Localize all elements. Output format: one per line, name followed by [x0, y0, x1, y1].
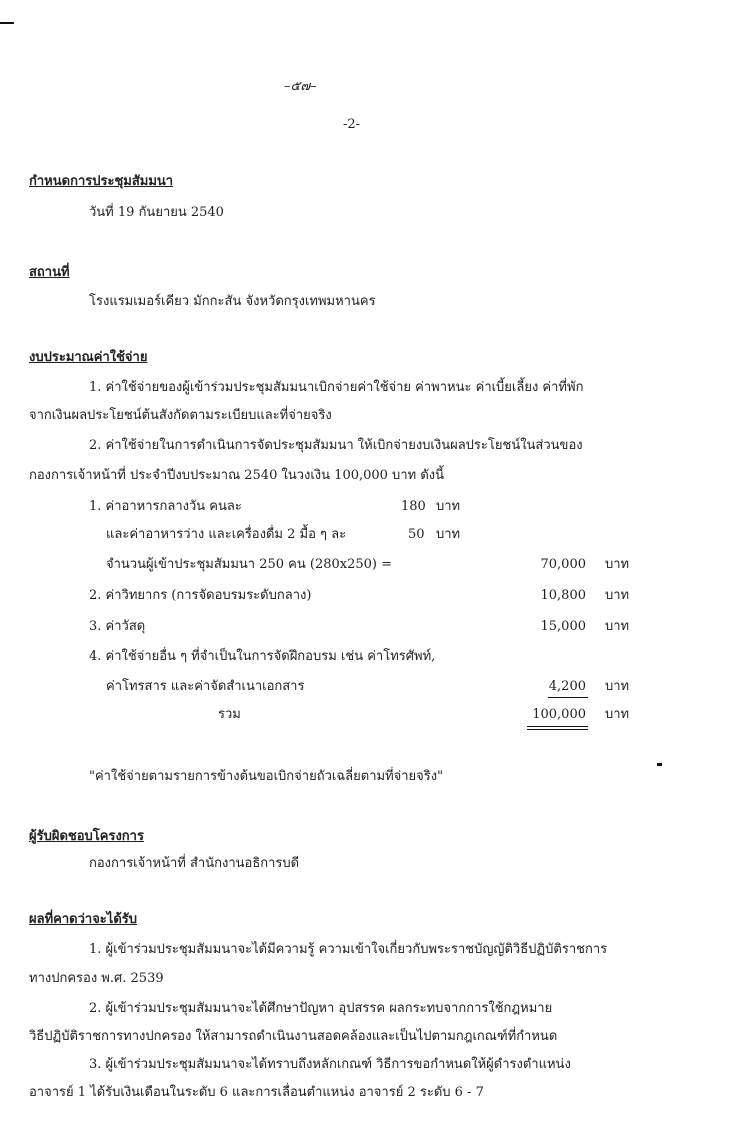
budget-total-amount: 100,000: [532, 707, 586, 722]
budget-item-unit: บาท: [605, 588, 630, 603]
budget-item-rate: 50: [408, 527, 425, 542]
budget-item-unit: บาท: [605, 557, 630, 572]
budget-item-line: จำนวนผู้เข้าประชุมสัมมนา 250 คน (280x250) =: [106, 557, 393, 572]
schedule-date: วันที่ 19 กันยายน 2540: [89, 205, 224, 220]
budget-paragraph-1-line-2: จากเงินผลประโยชน์ต้นสังกัดตามระเบียบและที่จ่ายจริง: [29, 408, 332, 423]
total-double-rule-top: [527, 726, 588, 727]
budget-total-label: รวม: [218, 707, 241, 722]
budget-item-line: และค่าอาหารว่าง และเครื่องดื่ม 2 มื้อ ๆ ละ: [106, 527, 347, 542]
outcome-3-line-1: 3. ผู้เข้าร่วมประชุมสัมมนาจะได้ทราบถึงหลักเกณฑ์ วิธีการขอกำหนดให้ผู้ดำรงตำแหน่ง: [89, 1057, 571, 1072]
budget-paragraph-2-line-2: กองการเจ้าหน้าที่ ประจำปีงบประมาณ 2540 ในวงเงิน 100,000 บาท ดังนี้: [29, 468, 444, 483]
budget-item-amount: 70,000: [540, 557, 586, 572]
budget-paragraph-1-line-1: 1. ค่าใช้จ่ายของผู้เข้าร่วมประชุมสัมมนาเบิกจ่ายค่าใช้จ่าย ค่าพาหนะ ค่าเบี้ยเลี้ยง ค่าที่พัก: [89, 380, 584, 395]
outcome-3-line-2: อาจารย์ 1 ได้รับเงินเดือนในระดับ 6 และการเลื่อนตำแหน่ง อาจารย์ 2 ระดับ 6 - 7: [29, 1085, 484, 1100]
outcome-1-line-1: 1. ผู้เข้าร่วมประชุมสัมมนาจะได้มีความรู้ ความเข้าใจเกี่ยวกับพระราชบัญญัติวิธีปฏิบัติราชการ: [89, 942, 608, 957]
handwritten-page-number: –๕๗–: [284, 79, 317, 94]
budget-item-rate: 180: [401, 499, 426, 514]
budget-heading: งบประมาณค่าใช้จ่าย: [29, 350, 148, 365]
schedule-heading: กำหนดการประชุมสัมมนา: [29, 174, 174, 189]
budget-item-rate-unit: บาท: [436, 527, 461, 542]
budget-item-unit: บาท: [605, 619, 630, 634]
total-double-rule-bottom: [527, 729, 588, 730]
subtotal-rule: [548, 697, 588, 698]
budget-item-amount: 4,200: [548, 679, 586, 694]
outcome-1-line-2: ทางปกครอง พ.ศ. 2539: [29, 971, 164, 986]
budget-item-unit: บาท: [605, 679, 630, 694]
venue-heading: สถานที่: [29, 265, 70, 280]
scan-edge-mark: [0, 22, 14, 24]
budget-item-rate-unit: บาท: [436, 499, 461, 514]
page-number: -2-: [343, 117, 361, 132]
budget-paragraph-2-line-1: 2. ค่าใช้จ่ายในการดำเนินการจัดประชุมสัมมนา ให้เบิกจ่ายงบเงินผลประโยชน์ในส่วนของ: [89, 438, 583, 453]
budget-total-unit: บาท: [605, 707, 630, 722]
budget-item-line: 4. ค่าใช้จ่ายอื่น ๆ ที่จำเป็นในการจัดฝึกอบรม เช่น ค่าโทรศัพท์,: [89, 649, 436, 664]
budget-item-line: ค่าโทรสาร และค่าจัดสำเนาเอกสาร: [106, 679, 305, 694]
scan-speck: [657, 763, 662, 766]
budget-item-line: 3. ค่าวัสดุ: [89, 619, 146, 634]
budget-note: "ค่าใช้จ่ายตามรายการข้างต้นขอเบิกจ่ายถัวเฉลี่ยตามที่จ่ายจริง": [89, 769, 444, 784]
budget-item-amount: 10,800: [540, 588, 586, 603]
responsible-text: กองการเจ้าหน้าที่ สำนักงานอธิการบดี: [89, 856, 300, 871]
venue-text: โรงแรมเมอร์เคียว มักกะสัน จังหวัดกรุงเทพมหานคร: [89, 294, 376, 309]
budget-item-amount: 15,000: [540, 619, 586, 634]
outcome-2-line-2: วิธีปฏิบัติราชการทางปกครอง ให้สามารถดำเนินงานสอดคล้องและเป็นไปตามกฎเกณฑ์ที่กำหนด: [29, 1029, 558, 1044]
outcome-2-line-1: 2. ผู้เข้าร่วมประชุมสัมมนาจะได้ศึกษาปัญหา อุปสรรค ผลกระทบจากการใช้กฎหมาย: [89, 1001, 553, 1016]
outcomes-heading: ผลที่คาดว่าจะได้รับ: [29, 912, 138, 927]
budget-item-line: 2. ค่าวิทยากร (การจัดอบรมระดับกลาง): [89, 588, 312, 603]
budget-item-line: 1. ค่าอาหารกลางวัน คนละ: [89, 499, 242, 514]
responsible-heading: ผู้รับผิดชอบโครงการ: [29, 829, 144, 844]
